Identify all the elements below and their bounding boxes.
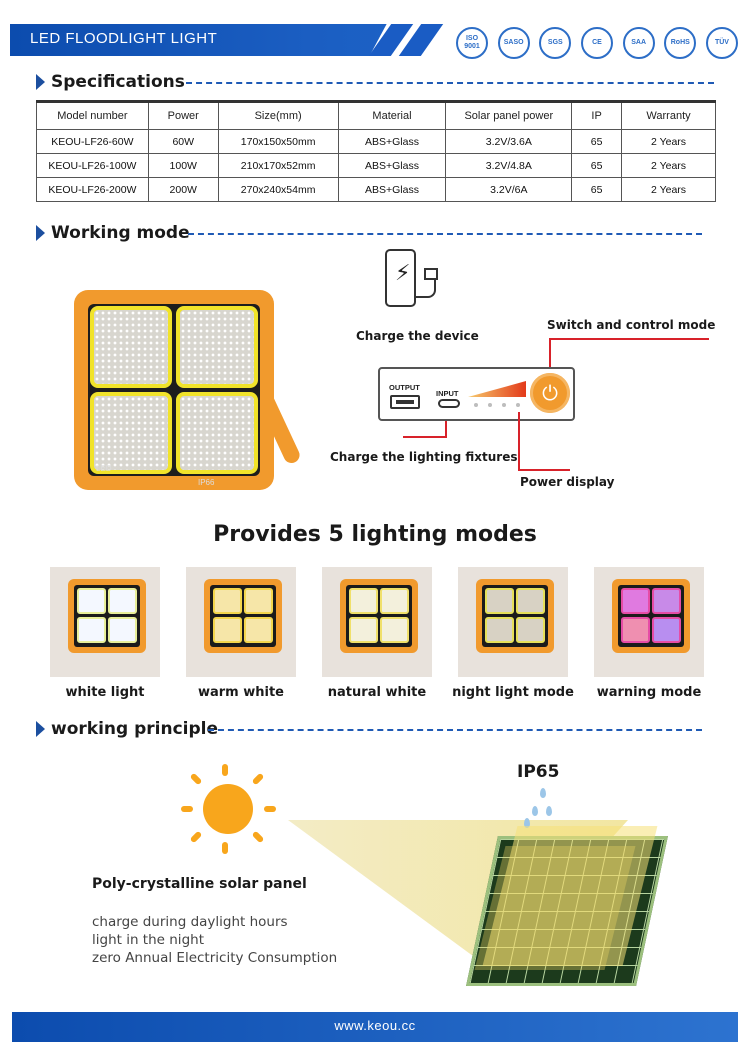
table-cell: 210x170x52mm — [218, 154, 338, 178]
table-cell: 2 Years — [622, 130, 716, 154]
table-cell: 3.2V/6A — [446, 178, 572, 202]
power-level-ramp — [468, 381, 526, 397]
tuv-logo-icon: TÜV — [706, 27, 738, 59]
battery-indicator-dot — [474, 403, 478, 407]
iso-logo-icon: ISO 9001 — [456, 27, 488, 59]
principle-line: light in the night — [92, 932, 204, 948]
water-drop-icon — [540, 788, 546, 798]
table-cell: 65 — [572, 178, 622, 202]
lamp-brand-label: LED — [96, 464, 112, 473]
working-principle-heading: working principle — [36, 718, 218, 740]
input-port-label: INPUT — [436, 389, 459, 398]
table-cell: KEOU-LF26-60W — [37, 130, 149, 154]
lamp-ip-label: IP66 — [198, 478, 215, 487]
section-arrow-icon — [36, 225, 45, 241]
table-cell: 200W — [148, 178, 218, 202]
table-cell: 2 Years — [622, 178, 716, 202]
control-panel — [378, 367, 575, 421]
water-drop-icon — [546, 806, 552, 816]
battery-indicator-dot — [516, 403, 520, 407]
usb-port-icon — [390, 395, 420, 409]
ip-rating-label: IP65 — [517, 762, 560, 782]
table-cell: 65 — [572, 154, 622, 178]
charging-bolt-icon: ⚡ — [395, 261, 411, 286]
battery-indicator-dot — [488, 403, 492, 407]
section-divider — [208, 729, 702, 731]
column-header: Power — [148, 102, 218, 130]
callout-line — [549, 338, 709, 340]
switch-control-label: Switch and control mode — [547, 318, 716, 332]
sun-ray — [252, 773, 265, 786]
table-row — [37, 178, 716, 202]
sun-ray — [252, 831, 265, 844]
table-cell: ABS+Glass — [338, 130, 446, 154]
lamp-frame — [74, 290, 274, 490]
column-header: Model number — [37, 102, 149, 130]
mode-label: natural white — [327, 685, 427, 700]
ce-logo-icon: CE — [581, 27, 613, 59]
callout-line — [403, 436, 447, 438]
table-row — [37, 154, 716, 178]
table-cell: KEOU-LF26-200W — [37, 178, 149, 202]
specifications-table — [36, 100, 716, 202]
water-drop-icon — [532, 806, 538, 816]
table-cell: ABS+Glass — [338, 178, 446, 202]
solar-panel-title: Poly-crystalline solar panel — [92, 876, 307, 892]
sun-ray — [190, 773, 203, 786]
table-cell: 270x240x54mm — [218, 178, 338, 202]
principle-line: zero Annual Electricity Consumption — [92, 950, 338, 966]
table-cell: 3.2V/4.8A — [446, 154, 572, 178]
table-cell: 65 — [572, 130, 622, 154]
led-panel — [176, 306, 258, 388]
phone-icon — [385, 249, 416, 307]
mode-image-natural — [322, 567, 432, 677]
section-divider — [186, 82, 714, 84]
callout-line — [518, 469, 570, 471]
lighting-modes-title: Provides 5 lighting modes — [213, 522, 537, 547]
sun-icon — [203, 784, 253, 834]
table-cell: 2 Years — [622, 154, 716, 178]
mode-image-white — [50, 567, 160, 677]
principle-line: charge during daylight hours — [92, 914, 288, 930]
table-cell: 60W — [148, 130, 218, 154]
sun-ray — [181, 806, 193, 812]
sun-ray — [222, 842, 228, 854]
table-cell: ABS+Glass — [338, 154, 446, 178]
led-panel — [176, 392, 258, 474]
charge-fixtures-label: Charge the lighting fixtures — [330, 450, 518, 464]
table-cell: 3.2V/3.6A — [446, 130, 572, 154]
cable-icon — [414, 280, 436, 298]
section-divider — [188, 233, 702, 235]
rohs-logo-icon: RoHS — [664, 27, 696, 59]
saso-logo-icon: SASO — [498, 27, 530, 59]
floodlight-product-image — [74, 290, 286, 500]
column-header: Warranty — [622, 102, 716, 130]
sgs-logo-icon: SGS — [539, 27, 571, 59]
table-cell: KEOU-LF26-100W — [37, 154, 149, 178]
mode-image-warm — [186, 567, 296, 677]
website-link[interactable]: www.keou.cc — [334, 1018, 416, 1033]
callout-line — [549, 338, 551, 368]
section-arrow-icon — [36, 74, 45, 90]
usb-plug-icon — [424, 268, 438, 280]
mode-label: night light mode — [452, 685, 574, 700]
callout-line — [445, 421, 447, 437]
sun-ray — [190, 831, 203, 844]
led-panel — [90, 306, 172, 388]
column-header: Material — [338, 102, 446, 130]
mode-label: warning mode — [596, 685, 702, 700]
saa-logo-icon: SAA — [623, 27, 655, 59]
mode-label: warm white — [197, 685, 285, 700]
battery-indicator-dot — [502, 403, 506, 407]
table-header-row — [37, 102, 716, 130]
sun-ray — [264, 806, 276, 812]
section-arrow-icon — [36, 721, 45, 737]
typec-port-icon — [438, 399, 460, 408]
column-header: Solar panel power — [446, 102, 572, 130]
table-row — [37, 130, 716, 154]
certification-logos — [456, 25, 738, 61]
mode-image-warning — [594, 567, 704, 677]
column-header: Size(mm) — [218, 102, 338, 130]
mode-label: white light — [65, 685, 145, 700]
column-header: IP — [572, 102, 622, 130]
charge-device-label: Charge the device — [356, 329, 479, 343]
led-panel — [90, 392, 172, 474]
specifications-heading: Specifications — [36, 71, 185, 93]
power-display-label: Power display — [520, 475, 615, 489]
working-mode-heading: Working mode — [36, 222, 190, 244]
table-cell: 100W — [148, 154, 218, 178]
output-port-label: OUTPUT — [389, 383, 420, 392]
page-title: LED FLOODLIGHT LIGHT — [30, 30, 218, 47]
callout-line — [518, 412, 520, 470]
table-cell: 170x150x50mm — [218, 130, 338, 154]
mode-image-night — [458, 567, 568, 677]
power-button-icon: ⏻ — [530, 373, 570, 413]
sun-ray — [222, 764, 228, 776]
